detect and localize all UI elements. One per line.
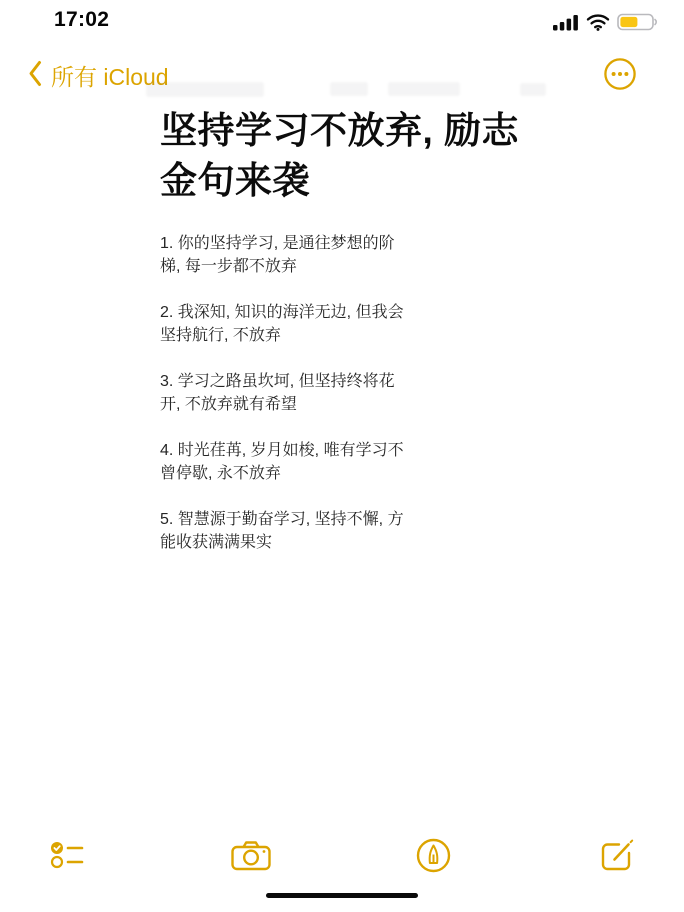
home-indicator[interactable] bbox=[266, 893, 418, 898]
markup-pen-icon bbox=[415, 837, 452, 874]
note-text-line: 1. 你的坚持学习, 是通往梦想的阶 bbox=[160, 235, 395, 252]
ghost-text-artifact bbox=[146, 82, 264, 97]
compose-button[interactable] bbox=[596, 835, 636, 875]
note-text-line: 5. 智慧源于勤奋学习, 坚持不懈, 方 bbox=[160, 511, 404, 528]
status-bar bbox=[0, 0, 684, 44]
status-time: 17:02 bbox=[54, 8, 110, 31]
note-text-line: 3. 学习之路虽坎坷, 但坚持终将花 bbox=[160, 373, 395, 390]
note-text-line: 4. 时光荏苒, 岁月如梭, 唯有学习不 bbox=[160, 442, 404, 459]
camera-icon bbox=[231, 840, 271, 871]
wifi-icon bbox=[586, 13, 610, 31]
cellular-signal-icon bbox=[553, 14, 579, 31]
bottom-toolbar bbox=[0, 822, 684, 888]
ghost-text-artifact bbox=[330, 82, 368, 96]
ellipsis-circle-icon bbox=[603, 57, 637, 91]
compose-icon bbox=[597, 836, 635, 874]
checklist-button[interactable] bbox=[48, 835, 88, 875]
camera-button[interactable] bbox=[231, 835, 271, 875]
battery-icon bbox=[617, 13, 658, 31]
note-text-line: 2. 我深知, 知识的海洋无边, 但我会 bbox=[160, 304, 404, 321]
note-text-line: 曾停歇, 永不放弃 bbox=[160, 465, 281, 482]
note-text-line: 梯, 每一步都不放弃 bbox=[160, 258, 297, 275]
note-body[interactable] bbox=[160, 106, 560, 568]
more-options-button[interactable] bbox=[603, 57, 637, 91]
chevron-left-icon bbox=[28, 60, 42, 92]
checklist-icon bbox=[49, 839, 87, 871]
ghost-text-artifact bbox=[520, 83, 546, 96]
ghost-text-artifact bbox=[388, 82, 460, 96]
note-title-line: 金句来袭 bbox=[160, 160, 310, 201]
note-text-line: 开, 不放弃就有希望 bbox=[160, 396, 297, 413]
markup-button[interactable] bbox=[413, 835, 453, 875]
note-title bbox=[160, 106, 560, 206]
note-text-line: 坚持航行, 不放弃 bbox=[160, 327, 281, 344]
back-button-label: 所有 iCloud bbox=[51, 64, 169, 90]
note-text-line: 能收获满满果实 bbox=[160, 534, 273, 551]
note-title-line: 坚持学习不放弃, 励志 bbox=[160, 110, 520, 151]
